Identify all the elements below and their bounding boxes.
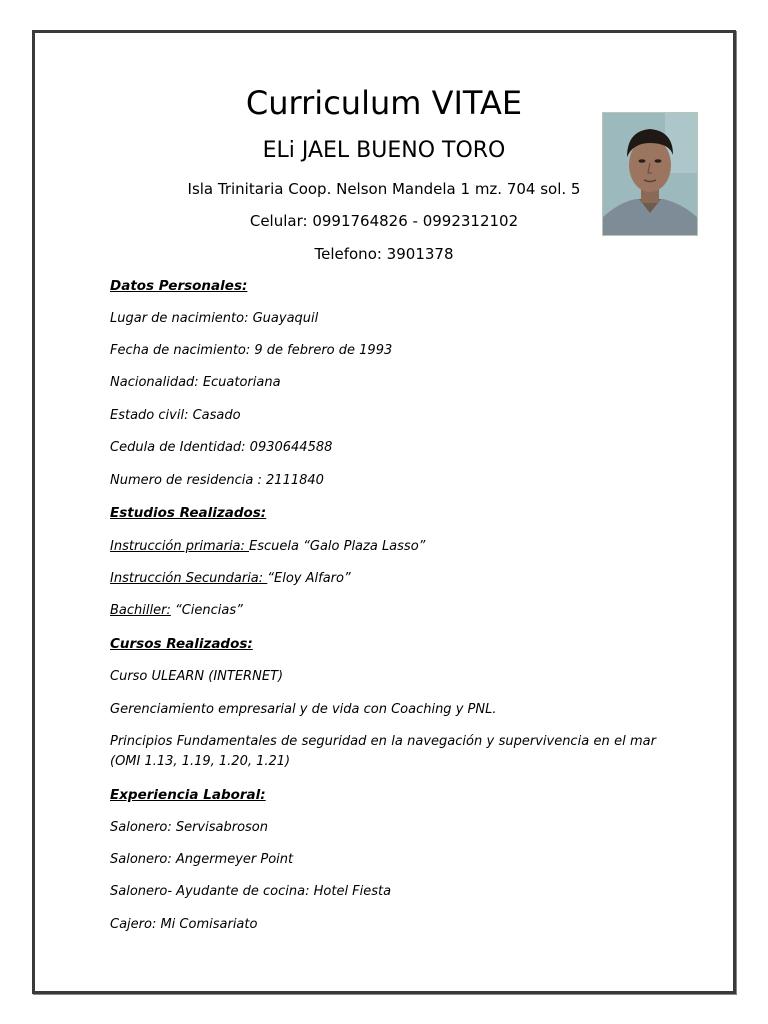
course-item: Principios Fundamentales de seguridad en la navegación y supervivencia en el mar (OMI 1.13, 1.19, 1.20, 1.21) bbox=[110, 734, 656, 769]
landline-phone: Telefono: 3901378 bbox=[314, 245, 454, 263]
study-label: Bachiller: bbox=[110, 603, 171, 618]
study-value: Escuela “Galo Plaza Lasso” bbox=[249, 539, 426, 554]
section-heading-personal: Datos Personales: bbox=[110, 278, 248, 294]
personal-item: Fecha de nacimiento: 9 de febrero de 1993 bbox=[110, 343, 393, 358]
study-item bbox=[110, 602, 656, 620]
profile-photo bbox=[602, 112, 698, 236]
section-heading-courses: Cursos Realizados: bbox=[110, 636, 253, 652]
study-value: “Eloy Alfaro” bbox=[267, 571, 351, 586]
experience-item: Salonero: Angermeyer Point bbox=[110, 852, 294, 867]
study-label: Instrucción primaria: bbox=[110, 539, 250, 554]
personal-item: Nacionalidad: Ecuatoriana bbox=[110, 375, 281, 390]
study-item bbox=[110, 538, 656, 556]
personal-item: Estado civil: Casado bbox=[110, 408, 241, 423]
course-item: Curso ULEARN (INTERNET) bbox=[110, 669, 284, 684]
address: Isla Trinitaria Coop. Nelson Mandela 1 mz. 704 sol. 5 bbox=[187, 180, 581, 198]
experience-item: Salonero: Servisabroson bbox=[110, 820, 268, 835]
study-label: Instrucción Secundaria: bbox=[110, 571, 268, 586]
course-item: Gerenciamiento empresarial y de vida con Coaching y PNL. bbox=[110, 702, 497, 717]
personal-item: Numero de residencia : 2111840 bbox=[110, 473, 324, 488]
experience-item: Salonero- Ayudante de cocina: Hotel Fiesta bbox=[110, 884, 392, 899]
study-value: “Ciencias” bbox=[170, 603, 243, 618]
personal-item: Lugar de nacimiento: Guayaquil bbox=[110, 311, 319, 326]
experience-item: Cajero: Mi Comisariato bbox=[110, 917, 258, 932]
mobile-phone: Celular: 0991764826 - 0992312102 bbox=[249, 212, 519, 230]
document-title: Curriculum VITAE bbox=[245, 84, 523, 122]
person-name: ELi JAEL BUENO TORO bbox=[262, 138, 506, 163]
section-heading-experience: Experiencia Laboral: bbox=[110, 787, 266, 803]
section-heading-studies: Estudios Realizados: bbox=[110, 505, 267, 521]
study-item bbox=[110, 570, 656, 588]
personal-item: Cedula de Identidad: 0930644588 bbox=[110, 440, 333, 455]
